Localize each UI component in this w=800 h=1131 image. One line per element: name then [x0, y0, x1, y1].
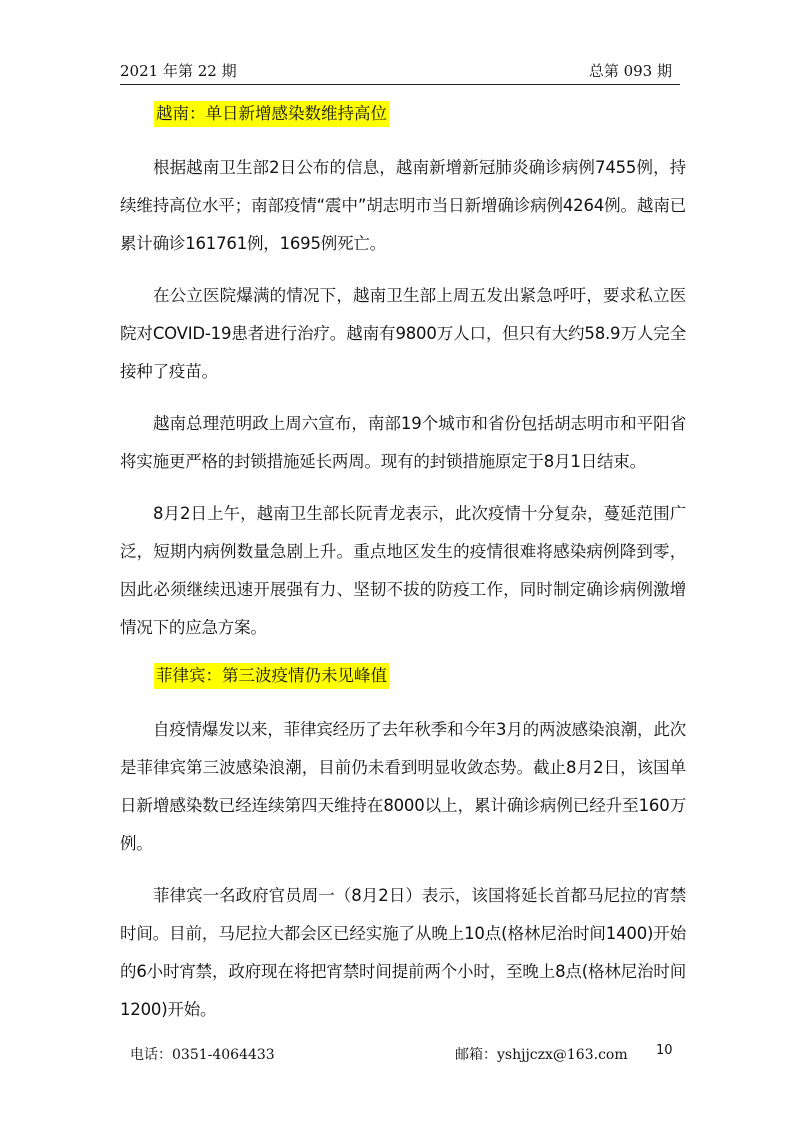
paragraph: 根据越南卫生部2日公布的信息，越南新增新冠肺炎确诊病例7455例，持续维持高位水平；南部疫情“震中”胡志明市当日新增确诊病例4264例。越南已累计确诊161761例，1695例死亡。 [120, 158, 686, 253]
contact-email: 邮箱：yshjjczx@163.com [455, 1047, 628, 1063]
paragraph: 自疫情爆发以来，菲律宾经历了去年秋季和今年3月的两波感染浪潮，此次是菲律宾第三波感染浪潮，目前仍未看到明显收敛态势。截止8月2日，该国单日新增感染数已经连续第四天维持在8000以上，累计确诊病例已经升至160万例。 [120, 720, 686, 853]
page-header [120, 58, 680, 85]
paragraph: 8月2日上午，越南卫生部长阮青龙表示，此次疫情十分复杂，蔓延范围广泛，短期内病例数量急剧上升。重点地区发生的疫情很难将感染病例降到零，因此必须继续迅速开展强有力、坚韧不拔的防疫工作，同时制定确诊病例激增情况下的应急方案。 [120, 504, 686, 637]
page-number: 10 [656, 1043, 673, 1058]
paragraph: 在公立医院爆满的情况下，越南卫生部上周五发出紧急呼吁，要求私立医院对COVID-19患者进行治疗。越南有9800万人口，但只有大约58.9万人完全接种了疫苗。 [120, 286, 686, 381]
total-issue-number: 总第 093 期 [588, 62, 672, 80]
paragraph: 越南总理范明政上周六宣布，南部19个城市和省份包括胡志明市和平阳省将实施更严格的封锁措施延长两周。现有的封锁措施原定于8月1日结束。 [120, 414, 686, 471]
section-title-philippines: 菲律宾：第三波疫情仍未见峰值 [154, 663, 389, 689]
issue-number: 2021 年第 22 期 [120, 62, 237, 80]
paragraph: 菲律宾一名政府官员周一（8月2日）表示，该国将延长首都马尼拉的宵禁时间。目前，马尼拉大都会区已经实施了从晚上10点(格林尼治时间1400)开始的6小时宵禁，政府现在将把宵禁时间提前两个小时，至晚上8点(格林尼治时间1200)开始。 [120, 886, 686, 1019]
page-footer [120, 1044, 680, 1066]
section-title-vietnam: 越南：单日新增感染数维持高位 [154, 101, 389, 127]
contact-phone: 电话：0351-4064433 [130, 1047, 275, 1063]
article-body [120, 98, 686, 1029]
